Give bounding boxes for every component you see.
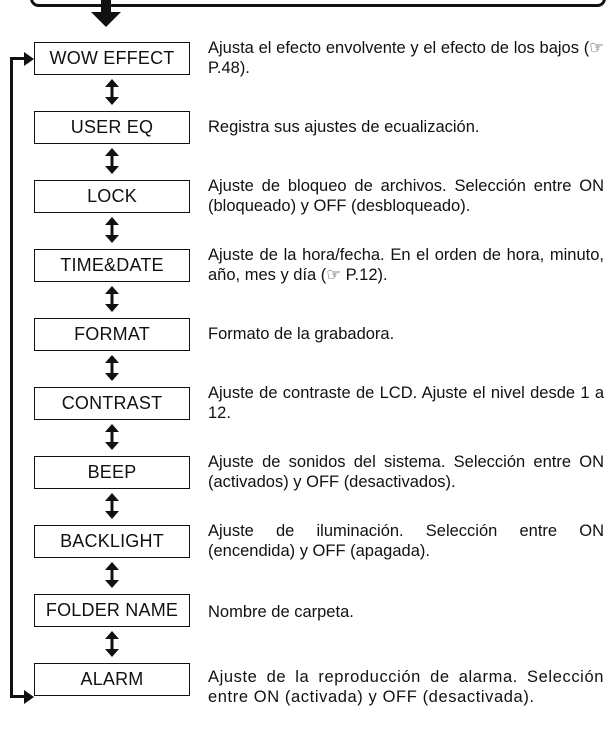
desc-format: Formato de la grabadora. bbox=[208, 325, 395, 343]
desc-alarm: Ajuste de la reproducción de alarma. Selección entre ON (activada) y OFF (desactivada). bbox=[208, 668, 604, 706]
desc-folder-name: Nombre de carpeta. bbox=[208, 603, 354, 621]
up-down-arrow-icon bbox=[104, 148, 120, 174]
loop-line bbox=[10, 57, 13, 698]
menu-item-beep: BEEP bbox=[34, 456, 190, 489]
desc-contrast: Ajuste de contraste de LCD. Ajuste el nivel desde 1 a 12. bbox=[208, 384, 604, 422]
desc-backlight: Ajuste de iluminación. Selección entre ON (encendida) y OFF (apagada). bbox=[208, 522, 604, 560]
up-down-arrow-icon bbox=[104, 631, 120, 657]
menu-item-time-date: TIME&DATE bbox=[34, 249, 190, 282]
menu-item-lock: LOCK bbox=[34, 180, 190, 213]
menu-item-folder-name: FOLDER NAME bbox=[34, 594, 190, 627]
up-down-arrow-icon bbox=[104, 424, 120, 450]
menu-item-wow-effect: WOW EFFECT bbox=[34, 42, 190, 75]
menu-item-alarm: ALARM bbox=[34, 663, 190, 696]
desc-beep: Ajuste de sonidos del sistema. Selección entre ON (activados) y OFF (desactivados). bbox=[208, 453, 604, 491]
menu-item-format: FORMAT bbox=[34, 318, 190, 351]
menu-item-contrast: CONTRAST bbox=[34, 387, 190, 420]
desc-user-eq: Registra sus ajustes de ecualización. bbox=[208, 118, 480, 136]
up-down-arrow-icon bbox=[104, 562, 120, 588]
loop-arrow-top-icon bbox=[24, 52, 34, 66]
down-arrow-icon bbox=[91, 0, 121, 28]
desc-time-date: Ajuste de la hora/fecha. En el orden de hora, minuto, año, mes y día (☞ P.12). bbox=[208, 246, 604, 284]
up-down-arrow-icon bbox=[104, 79, 120, 105]
loop-arrow-bottom-icon bbox=[24, 690, 34, 704]
desc-lock: Ajuste de bloqueo de archivos. Selección entre ON (bloqueado) y OFF (desbloqueado). bbox=[208, 177, 604, 215]
menu-item-user-eq: USER EQ bbox=[34, 111, 190, 144]
menu-item-backlight: BACKLIGHT bbox=[34, 525, 190, 558]
up-down-arrow-icon bbox=[104, 286, 120, 312]
up-down-arrow-icon bbox=[104, 493, 120, 519]
desc-wow-effect: Ajusta el efecto envolvente y el efecto de los bajos (☞ P.48). bbox=[208, 39, 604, 77]
up-down-arrow-icon bbox=[104, 217, 120, 243]
up-down-arrow-icon bbox=[104, 355, 120, 381]
